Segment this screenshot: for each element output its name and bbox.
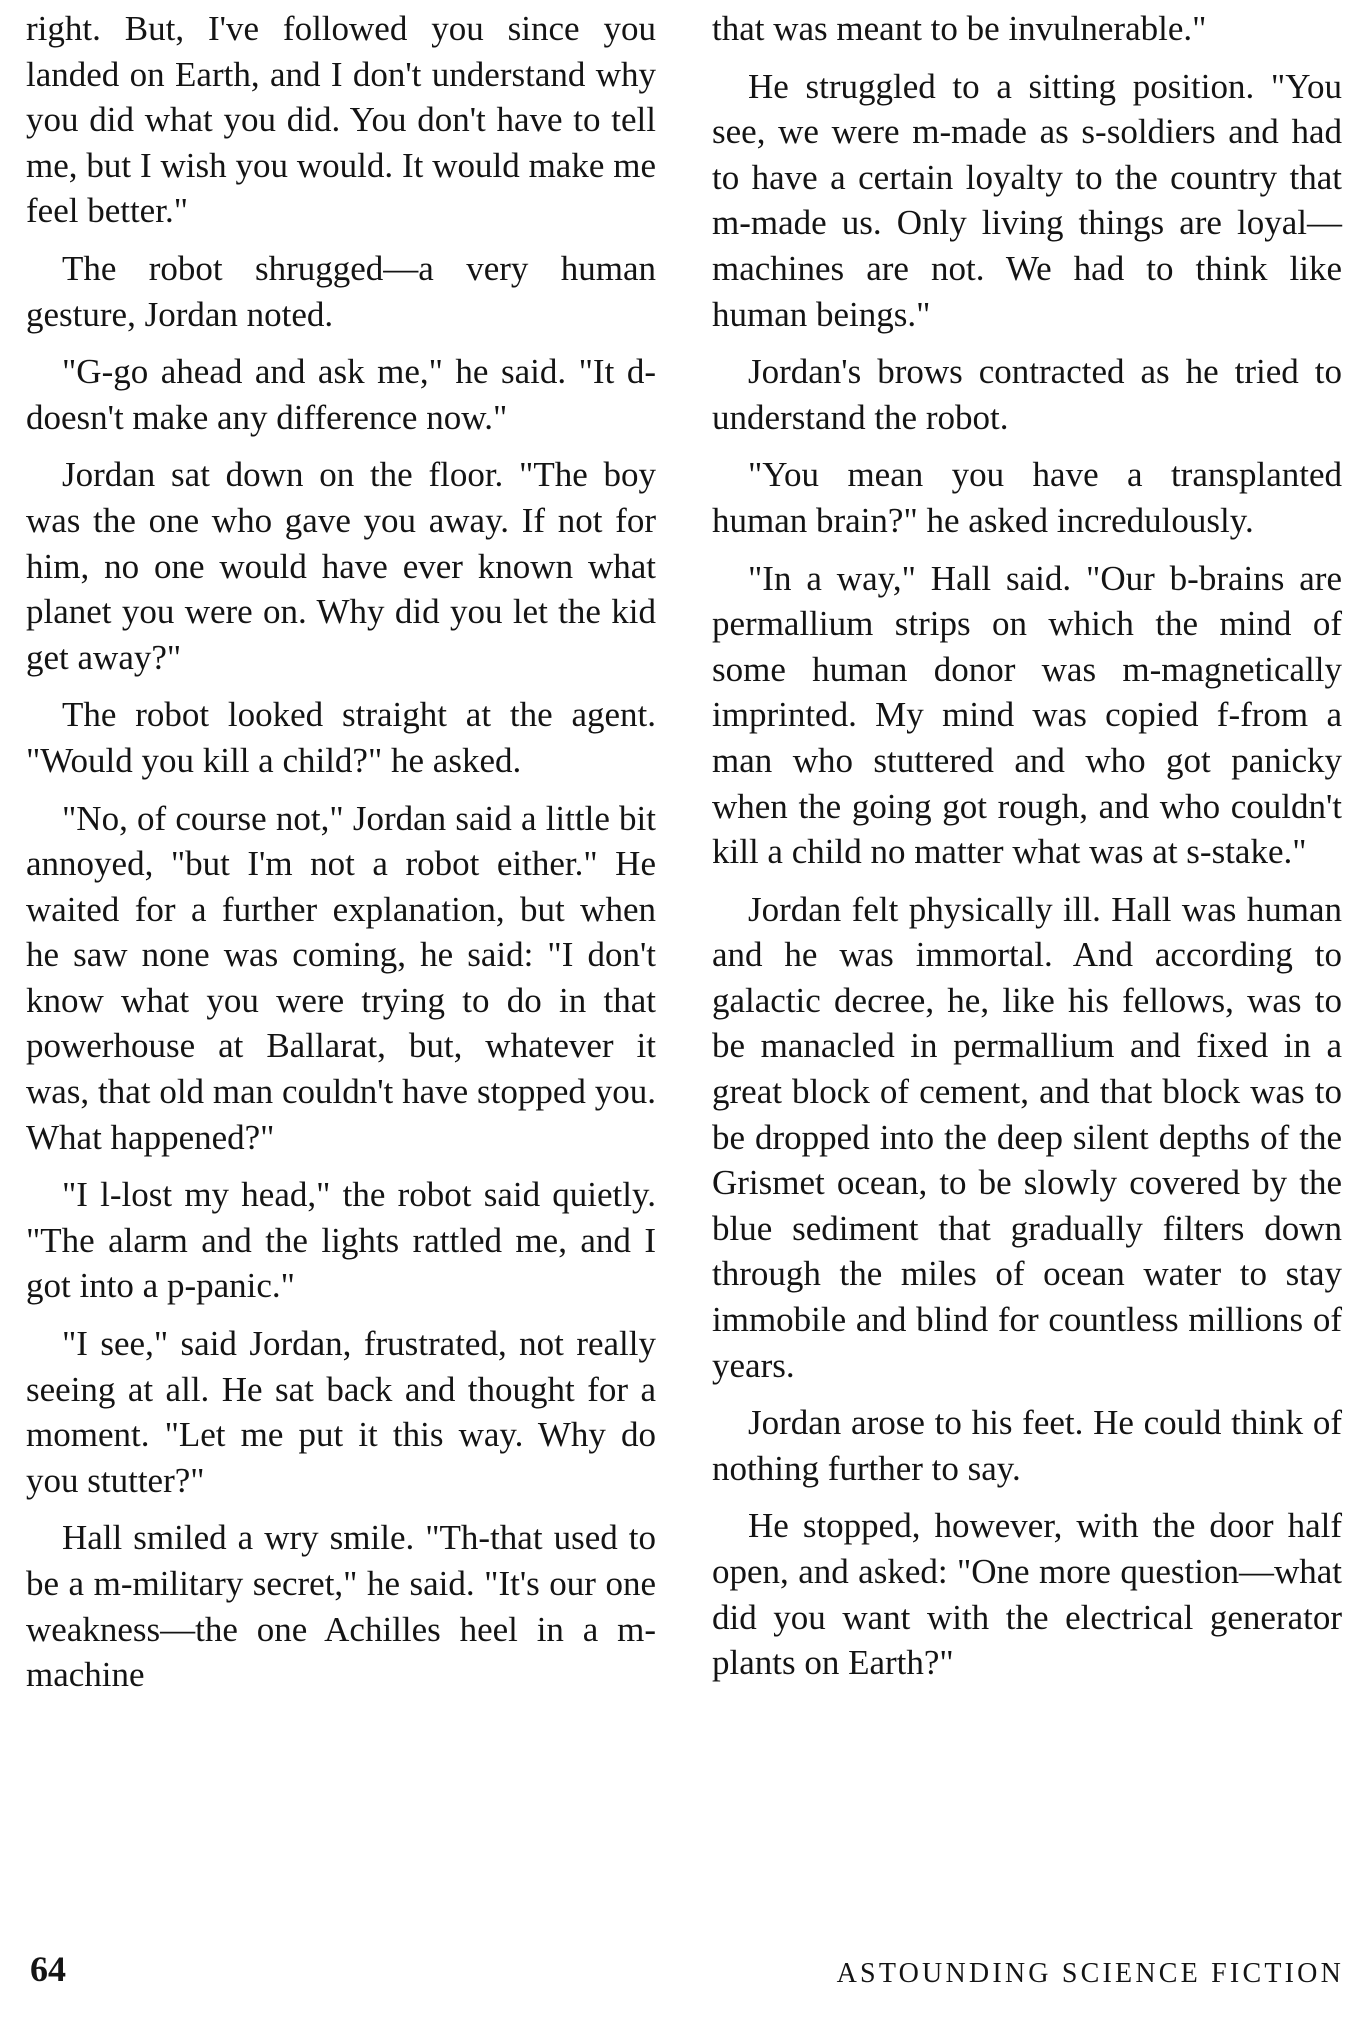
paragraph: that was meant to be invulnerable.": [712, 9, 1207, 48]
paragraph: "I l-lost my head," the robot said quietly. "The alarm and the lights rattled me, and I got into a p-panic.": [26, 1175, 656, 1306]
left-column: [26, 6, 656, 1710]
right-column: [712, 6, 1342, 1698]
paragraph: "No, of course not," Jordan said a little bit annoyed, "but I'm not a robot either." He waited for a further explanation, but when he saw none was coming, he said: "I don't know what you were trying to do in that powerhouse at Ballarat, but, whatever it was, that old man couldn't have stopped you. What happened?": [26, 798, 656, 1157]
paragraph: Jordan arose to his feet. He could think of nothing further to say.: [712, 1403, 1342, 1488]
paragraph: "You mean you have a transplanted human brain?" he asked incredulously.: [712, 455, 1342, 540]
paragraph: He stopped, however, with the door half open, and asked: "One more question—what did you want with the electrical generator plants on Earth?": [712, 1506, 1342, 1683]
paragraph: Jordan felt physically ill. Hall was human and he was immortal. And according to galactic decree, he, like his fellows, was to be manacled in permallium and fixed in a great block of cement, and that block was to be dropped into the deep silent depths of the Grismet ocean, to be slowly covered by the blue sediment that gradually filters down through the miles of ocean water to stay immobile and blind for countless millions of years.: [712, 889, 1342, 1385]
paragraph: "In a way," Hall said. "Our b-brains are permallium strips on which the mind of some human donor was m-magnetically imprinted. My mind was copied f-from a man who stuttered and who got panicky when the going got rough, and who couldn't kill a child no matter what was at s-stake.": [712, 558, 1342, 872]
paragraph: The robot shrugged—a very human gesture, Jordan noted.: [26, 248, 656, 334]
page-number: 64: [30, 1949, 66, 1989]
paragraph: The robot looked straight at the agent. "Would you kill a child?" he asked.: [26, 695, 656, 780]
paragraph: right. But, I've followed you since you landed on Earth, and I don't understand why you did what you did. You don't have to tell me, but I wish you would. It would make me feel better.": [26, 9, 656, 231]
paragraph: Hall smiled a wry smile. "Th-that used to be a m-military secret," he said. "It's our one weakness—the one Achilles heel in a m-machine: [26, 1518, 656, 1695]
paragraph: "I see," said Jordan, frustrated, not really seeing at all. He sat back and thought for a moment. "Let me put it this way. Why do you stutter?": [26, 1324, 656, 1500]
magazine-title: ASTOUNDING SCIENCE FICTION: [836, 1958, 1344, 1989]
paragraph: He struggled to a sitting position. "You see, we were m-made as s-soldiers and had to have a certain loyalty to the country that m-made us. Only living things are loyal—machines are not. We had to think like human beings.": [712, 66, 1342, 334]
paragraph: Jordan sat down on the floor. "The boy was the one who gave you away. If not for him, no one would have ever known what planet you were on. Why did you let the kid get away?": [26, 455, 656, 677]
paragraph: "G-go ahead and ask me," he said. "It d-doesn't make any difference now.": [26, 352, 656, 437]
paragraph: Jordan's brows contracted as he tried to understand the robot.: [712, 352, 1342, 437]
